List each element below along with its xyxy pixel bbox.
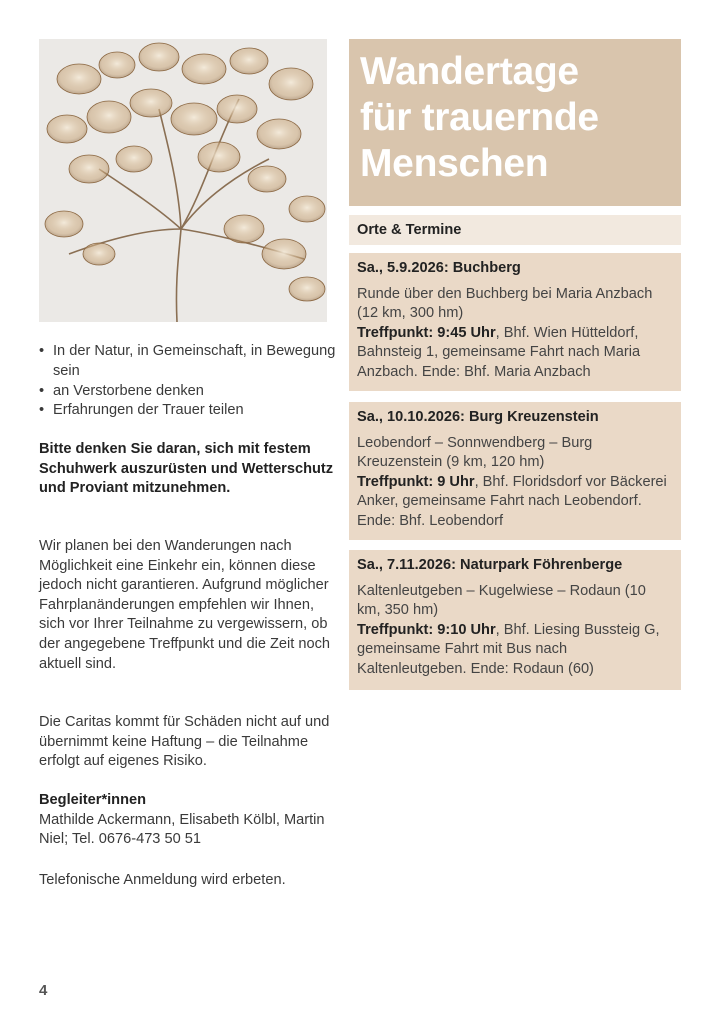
event-description: Leobendorf – Sonnwendberg – Burg Kreuzenstein (9 km, 120 hm) bbox=[357, 434, 593, 471]
title-line-1: Wandertage bbox=[360, 50, 579, 93]
event-body bbox=[357, 434, 673, 532]
list-item: • an Verstorbene denken bbox=[39, 382, 339, 402]
event-card-kreuzenstein bbox=[349, 402, 681, 540]
section-label: Orte & Termine bbox=[357, 222, 462, 238]
event-card-foehrenberge bbox=[349, 550, 681, 690]
page-title bbox=[360, 49, 599, 187]
meeting-point-text: , Bhf. Wien Hütteldorf, Bahnsteig 1, gemeinsame Fahrt nach Maria Anzbach. Ende: Bhf. Maria Anzbach bbox=[357, 324, 641, 380]
event-body bbox=[357, 285, 673, 383]
meeting-point-text: , Bhf. Liesing Bussteig G, gemeinsame Fahrt mit Bus nach Kaltenleutgeben. Ende: Rodaun (60) bbox=[357, 621, 660, 677]
bullet-list bbox=[39, 342, 339, 421]
event-heading: Sa., 5.9.2026: Buchberg bbox=[357, 260, 521, 276]
registration-paragraph: Telefonische Anmeldung wird erbeten. bbox=[39, 872, 286, 888]
list-item: • In der Natur, in Gemeinschaft, in Bewegung sein bbox=[39, 342, 339, 382]
section-header bbox=[349, 215, 681, 245]
companions-heading: Begleiter*innen bbox=[39, 792, 147, 808]
event-body bbox=[357, 582, 673, 680]
event-heading: Sa., 10.10.2026: Burg Kreuzenstein bbox=[357, 409, 599, 425]
event-heading: Sa., 7.11.2026: Naturpark Föhrenberge bbox=[357, 557, 623, 573]
page-number: 4 bbox=[39, 982, 48, 999]
companions-block bbox=[39, 791, 339, 850]
title-box bbox=[349, 39, 681, 206]
event-description: Runde über den Buchberg bei Maria Anzbach (12 km, 300 hm) bbox=[357, 285, 653, 322]
event-card-buchberg bbox=[349, 253, 681, 391]
planning-paragraph: Wir planen bei den Wanderungen nach Möglichkeit eine Einkehr ein, können diese jedoch nicht garantieren. Aufgrund möglicher Fahrplanänderungen empfehlen wir Ihnen, sich vor Ihrer Teilnahme zu vergewissern, ob der angegebene Treffpunkt und die Zeit noch aktuell sind. bbox=[39, 538, 331, 672]
meeting-point-text: , Bhf. Floridsdorf vor Bäckerei Anker, gemeinsame Fahrt nach Leobendorf. Ende: Bhf. Leobendorf bbox=[357, 473, 667, 529]
event-description: Kaltenleutgeben – Kugelwiese – Rodaun (10 km, 350 hm) bbox=[357, 582, 646, 619]
list-item: • Erfahrungen der Trauer teilen bbox=[39, 401, 339, 421]
meeting-point-label: Treffpunkt: 9:10 Uhr bbox=[357, 621, 496, 638]
companions-text: Mathilde Ackermann, Elisabeth Kölbl, Martin Niel; Tel. 0676-473 50 51 bbox=[39, 811, 325, 848]
meeting-point-label: Treffpunkt: 9 Uhr bbox=[357, 473, 475, 490]
equipment-note: Bitte denken Sie daran, sich mit festem Schuhwerk auszurüsten und Wetterschutz und Proviant mitzunehmen. bbox=[39, 441, 334, 497]
meeting-point-label: Treffpunkt: 9:45 Uhr bbox=[357, 324, 496, 341]
title-line-2: für trauernde bbox=[360, 96, 599, 139]
liability-paragraph: Die Caritas kommt für Schäden nicht auf und übernimmt keine Haftung – die Teilnahme erfolgt auf eigenes Risiko. bbox=[39, 714, 330, 770]
title-line-3: Menschen bbox=[360, 142, 549, 185]
left-column bbox=[39, 342, 339, 421]
dried-hydrangea-photo bbox=[39, 39, 327, 322]
